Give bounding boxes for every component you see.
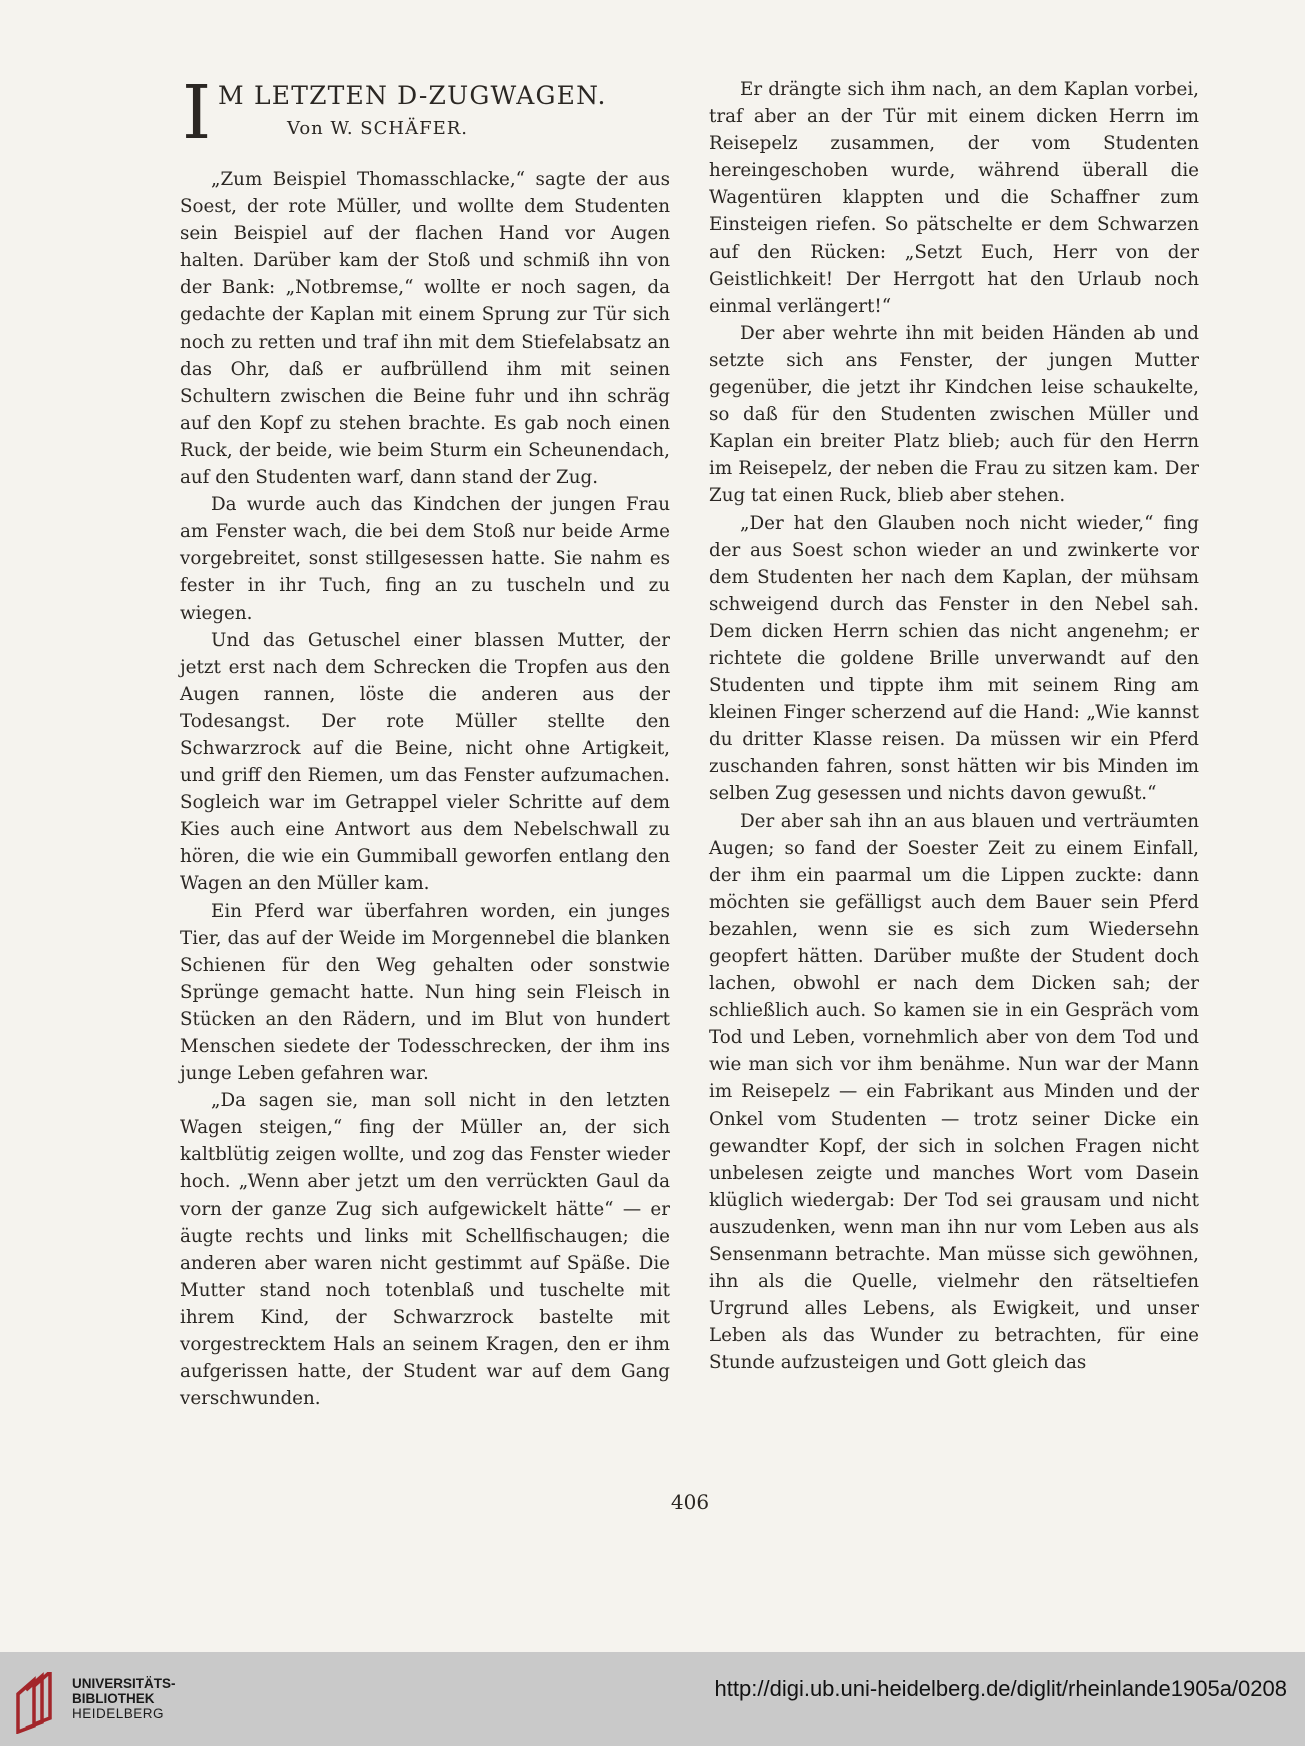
paragraph: „Der hat den Glauben noch nicht wieder,“ fing der aus Soest schon wieder an und zwinkerte vor dem Studenten her nach dem Kaplan, der mühsam schweigend durch das Fenster in den Nebel sah. Dem dicken Herrn schien das nicht angenehm; er richtete die goldene Brille unverwandt auf den Studenten und tippte ihm mit seinem Ring am kleinen Finger scherzend auf die Hand: „Wie kannst du dritter Klasse reisen. Da müssen wir ein Pferd zuschanden fahren, sonst hätten wir bis Minden im selben Zug gesessen und nichts davon gewußt.“ (709, 512, 1199, 805)
paragraph: Er drängte sich ihm nach, an dem Kaplan vorbei, traf aber an der Tür mit einem dicken Herrn im Reisepelz zusammen, der vom Studenten hereingeschoben wurde, während überall die Wagentüren klappten und die Schaffner zum Einsteigen riefen. So pätschelte er dem Schwarzen auf den Rücken: „Setzt Euch, Herr von der Geistlichkeit! Der Herrgott hat den Urlaub noch einmal verlängert!“ (709, 79, 1199, 317)
dropcap-letter: I (182, 70, 212, 156)
footer-bar (0, 1652, 1305, 1746)
article-heading (180, 70, 670, 166)
left-column (180, 70, 670, 1412)
library-name-line: HEIDELBERG (72, 1706, 165, 1721)
library-name-line: BIBLIOTHEK (72, 1691, 155, 1706)
paragraph: Da wurde auch das Kindchen der jungen Frau am Fenster wach, die bei dem Stoß nur beide Arme vorgebreitet, sonst stillgesessen hatte. Sie nahm es fester in ihr Tuch, fing an zu tuscheln und zu wiegen. (180, 494, 670, 624)
article-title: M LETZTEN D-ZUGWAGEN. (218, 81, 607, 110)
paragraph: „Da sagen sie, man soll nicht in den letzten Wagen steigen,“ fing der Müller an, der sich kaltblütig zeigen wollte, und zog das Fenster wieder hoch. „Wenn aber jetzt um den verrückten Gaul da vorn der ganze Zug sich aufgewickelt hätte“ — er äugte rechts und links mit Schellfischaugen; die anderen aber waren nicht gestimmt auf Späße. Die Mutter stand noch totenblaß und tuschelte mit ihrem Kind, der Schwarzrock bastelte mit vorgestrecktem Hals an seinem Kragen, den er ihm aufgerissen hatte, der Student war auf dem Gang verschwunden. (180, 1090, 670, 1410)
library-name-line: UNIVERSITÄTS- (72, 1676, 176, 1691)
article-byline: Von W. SCHÄFER. (287, 118, 468, 139)
paragraph: „Zum Beispiel Thomasschlacke,“ sagte der aus Soest, der rote Müller, und wollte dem Studenten sein Beispiel auf der flachen Hand vor Augen halten. Darüber kam der Stoß und schmiß ihn von der Bank: „Notbremse,“ wollte er noch sagen, da gedachte der Kaplan mit einem Sprung zur Tür sich noch zu retten und traf ihn mit dem Stiefelabsatz an das Ohr, daß er aufbrüllend ihm mit seinen Schultern zwischen die Beine fuhr und ihn schräg auf den Kopf zu stehen brachte. Es gab noch einen Ruck, der beide, wie beim Sturm ein Scheunendach, auf den Studenten warf, dann stand der Zug. (180, 169, 670, 489)
paragraph: Und das Getuschel einer blassen Mutter, der jetzt erst nach dem Schrecken die Tropfen aus den Augen rannen, löste die anderen aus der Todesangst. Der rote Müller stellte den Schwarzrock auf die Beine, nicht ohne Artigkeit, und griff den Riemen, um das Fenster aufzumachen. Sogleich war im Getrappel vieler Schritte auf dem Kies auch eine Antwort aus dem Nebelschwall zu hören, die wie ein Gummiball geworfen entlang den Wagen an den Müller kam. (180, 629, 670, 895)
paragraph: Der aber wehrte ihn mit beiden Händen ab und setzte sich ans Fenster, der jungen Mutter gegenüber, die jetzt ihr Kindchen leise schaukelte, so daß für den Studenten zwischen Müller und Kaplan ein breiter Platz blieb; auch für den Herrn im Reisepelz, der neben die Frau zu sitzen kam. Der Zug tat einen Ruck, blieb aber stehen. (709, 322, 1199, 507)
right-column (709, 76, 1199, 1377)
library-name (72, 1676, 176, 1721)
page-number: 406 (670, 1490, 710, 1514)
paragraph: Ein Pferd war überfahren worden, ein junges Tier, das auf der Weide im Morgennebel die blanken Schienen für den Weg gehalten oder sonstwie Sprünge gemacht hatte. Nun hing sein Fleisch in Stücken an den Rädern, und im Blut von hundert Menschen siedete der Todesschrecken, der ihm ins junge Leben gefahren war. (180, 900, 670, 1085)
library-logo-icon[interactable] (12, 1672, 64, 1734)
permalink-url[interactable]: http://digi.ub.uni-heidelberg.de/diglit/rheinlande1905a/0208 (714, 1676, 1287, 1701)
paragraph: Der aber sah ihn an aus blauen und verträumten Augen; so fand der Soester Zeit zu einem Einfall, der ihm ein paarmal um die Lippen zuckte: dann möchten sie gefälligst auch dem Bauer sein Pferd bezahlen, wenn sie es sich zum Wiedersehn geopfert hätten. Darüber mußte der Student doch lachen, obwohl er nach dem Dicken sah; der schließlich auch. So kamen sie in ein Gespräch vom Tod und Leben, vornehmlich aber von dem Tod und wie man sich vor ihm benähme. Nun war der Mann im Reisepelz — ein Fabrikant aus Minden und der Onkel vom Studenten — trotz seiner Dicke ein gewandter Kopf, der sich in solchen Fragen nicht unbelesen zeigte und manches Wort vom Dasein klüglich wiedergab: Der Tod sei grausam und nicht auszudenken, wenn man ihn nur vom Leben aus als Sensenmann betrachte. Man müsse sich gewöhnen, ihn als die Quelle, vielmehr den rätseltiefen Urgrund alles Lebens, als Ewigkeit, und unser Leben als das Wunder zu betrachten, für eine Stunde aufzusteigen und Gott gleich das (709, 810, 1199, 1374)
